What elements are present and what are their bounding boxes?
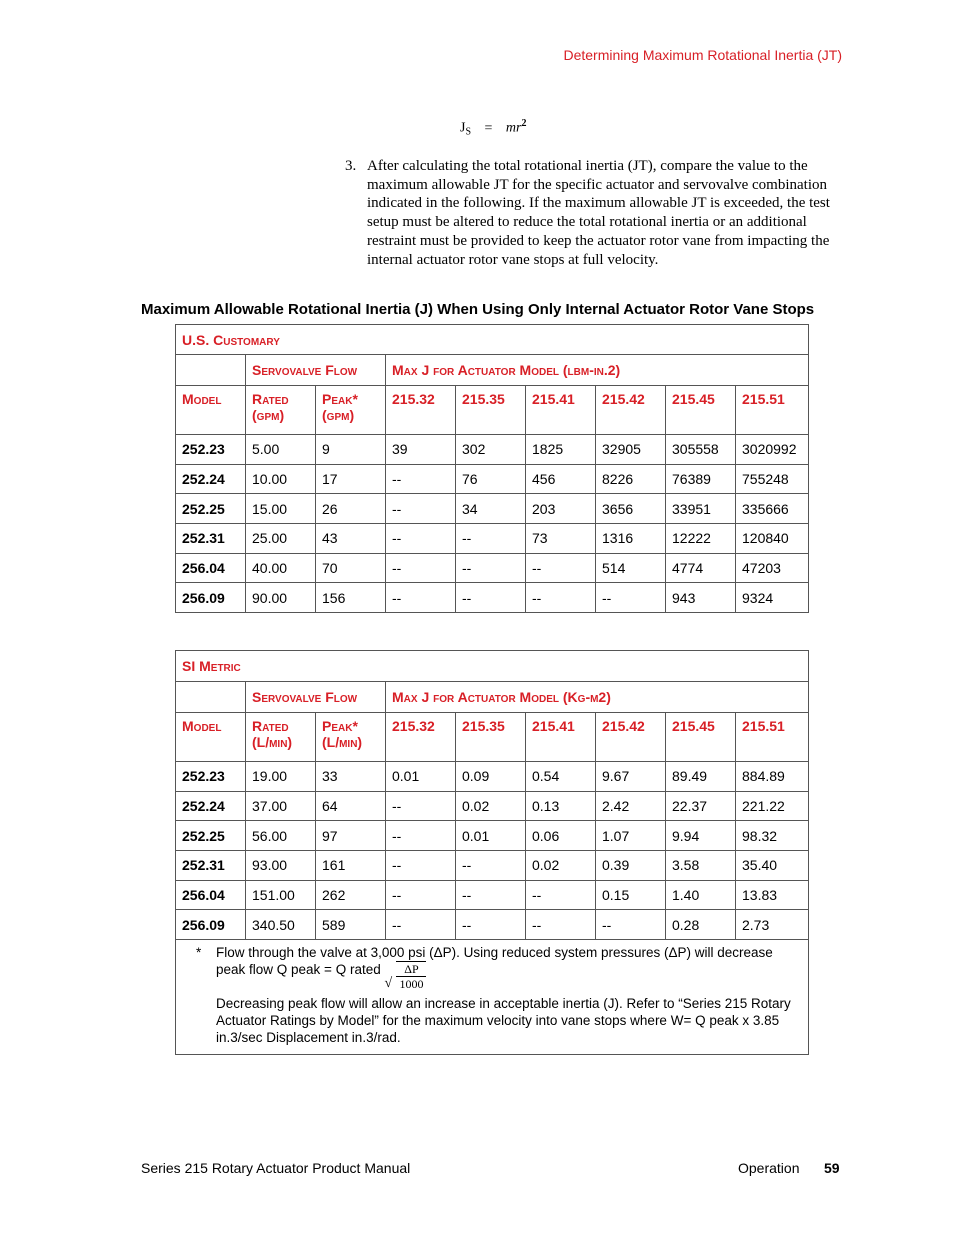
table-row: [176, 464, 809, 494]
si-col-model-215-51: 215.51: [736, 713, 809, 762]
sqrt-radical-icon: √: [384, 976, 393, 992]
step-3: [345, 157, 845, 269]
table-cell: --: [456, 851, 526, 881]
running-header: Determining Maximum Rotational Inertia (JT): [563, 47, 842, 63]
table-cell: 22.37: [666, 791, 736, 821]
table-row: [176, 910, 809, 940]
si-table-body: [176, 762, 809, 940]
table-cell: 5.00: [246, 435, 316, 465]
table-row: [176, 553, 809, 583]
table-cell: 56.00: [246, 821, 316, 851]
row-model-cell: 256.09: [176, 910, 246, 940]
row-model-cell: 252.25: [176, 821, 246, 851]
table-cell: --: [386, 791, 456, 821]
table-row: [176, 791, 809, 821]
table-cell: 12222: [666, 524, 736, 554]
table-cell: 340.50: [246, 910, 316, 940]
table-cell: 0.39: [596, 851, 666, 881]
footnote-paragraph-2: Decreasing peak flow will allow an increase in acceptable inertia (J). Refer to “Series 215 Rotary Actuator Ratings by Model” for the maximum velocity into vane stops where W= Q peak x 3.85 in.3/sec Displacement in.3/rad.: [216, 996, 791, 1046]
us-col-model: Model: [176, 386, 246, 435]
table-cell: 90.00: [246, 583, 316, 613]
table-cell: 2.42: [596, 791, 666, 821]
us-col-model-215-35: 215.35: [456, 386, 526, 435]
footnote-line1: Flow through the valve at 3,000 psi (ΔP). Using reduced system pressures (ΔP) will decrease peak flow Q peak = Q rated: [216, 945, 773, 978]
si-table-caption: SI Metric: [176, 651, 809, 682]
table-cell: 32905: [596, 435, 666, 465]
table-cell: 1825: [526, 435, 596, 465]
table-cell: 93.00: [246, 851, 316, 881]
table-cell: --: [456, 553, 526, 583]
table-cell: 15.00: [246, 494, 316, 524]
table-row: [176, 821, 809, 851]
table-cell: 40.00: [246, 553, 316, 583]
row-model-cell: 252.31: [176, 851, 246, 881]
table-cell: --: [386, 464, 456, 494]
step-text: After calculating the total rotational inertia (JT), compare the value to the maximum allowable JT for the specific actuator and servovalve combination indicated in the following. If the maximum allowable JT is exceeded, the test setup must be altered to reduce the total rotational inertia or an additional restraint must be provided to keep the actuator rotor vane from impacting the internal actuator rotor vane stops at full velocity.: [367, 158, 830, 268]
footer-manual-title: Series 215 Rotary Actuator Product Manual: [141, 1160, 411, 1176]
section-title: Maximum Allowable Rotational Inertia (J) When Using Only Internal Actuator Rotor Vane Stops: [141, 301, 815, 318]
table-cell: 3656: [596, 494, 666, 524]
table-cell: 156: [316, 583, 386, 613]
table-cell: --: [386, 880, 456, 910]
table-cell: 589: [316, 910, 386, 940]
us-col-model-215-45: 215.45: [666, 386, 736, 435]
us-col-rated: Rated (gpm): [246, 386, 316, 435]
si-col-peak: Peak* (L/min): [316, 713, 386, 762]
table-cell: 19.00: [246, 762, 316, 792]
table-cell: 2.73: [736, 910, 809, 940]
si-col-model-215-35: 215.35: [456, 713, 526, 762]
table-cell: 0.28: [666, 910, 736, 940]
table-cell: --: [386, 910, 456, 940]
table-cell: --: [386, 524, 456, 554]
table-row: [176, 435, 809, 465]
table-cell: 98.32: [736, 821, 809, 851]
si-col-model-215-45: 215.45: [666, 713, 736, 762]
table-cell: 13.83: [736, 880, 809, 910]
table-cell: --: [386, 851, 456, 881]
table-cell: --: [456, 880, 526, 910]
row-model-cell: 252.24: [176, 464, 246, 494]
table-cell: --: [526, 553, 596, 583]
equation-rhs-superscript: 2: [521, 118, 527, 129]
table-cell: --: [456, 910, 526, 940]
row-model-cell: 256.09: [176, 583, 246, 613]
sqrt-formula: [384, 961, 424, 992]
table-cell: 0.06: [526, 821, 596, 851]
footer-section: Operation: [738, 1160, 800, 1176]
table-cell: 76389: [666, 464, 736, 494]
sqrt-numerator: ΔP: [396, 962, 426, 977]
table-cell: 34: [456, 494, 526, 524]
table-cell: 943: [666, 583, 736, 613]
table-cell: 35.40: [736, 851, 809, 881]
table-cell: 514: [596, 553, 666, 583]
table-cell: 884.89: [736, 762, 809, 792]
row-model-cell: 256.04: [176, 880, 246, 910]
us-col-model-215-42: 215.42: [596, 386, 666, 435]
si-col-model-215-32: 215.32: [386, 713, 456, 762]
table-cell: 0.02: [456, 791, 526, 821]
table-cell: --: [526, 880, 596, 910]
us-table-caption: U.S. Customary: [176, 325, 809, 355]
table-cell: 0.13: [526, 791, 596, 821]
us-max-j-header: Max J for Actuator Model (lbm-in.2): [386, 355, 809, 386]
row-model-cell: 256.04: [176, 553, 246, 583]
row-model-cell: 252.23: [176, 762, 246, 792]
table-row: [176, 762, 809, 792]
table-cell: 39: [386, 435, 456, 465]
table-cell: 120840: [736, 524, 809, 554]
table-cell: 43: [316, 524, 386, 554]
table-cell: 17: [316, 464, 386, 494]
si-col-model-215-41: 215.41: [526, 713, 596, 762]
table-cell: 97: [316, 821, 386, 851]
table-cell: --: [596, 583, 666, 613]
si-col-rated: Rated (L/min): [246, 713, 316, 762]
table-cell: 0.02: [526, 851, 596, 881]
table-cell: 89.49: [666, 762, 736, 792]
si-col-model: Model: [176, 713, 246, 762]
sqrt-denominator: 1000: [399, 977, 424, 992]
us-col-model-215-32: 215.32: [386, 386, 456, 435]
table-cell: 151.00: [246, 880, 316, 910]
si-max-j-header: Max J for Actuator Model (Kg-m2): [386, 682, 809, 713]
si-metric-table: [175, 650, 809, 1055]
us-col-model-215-51: 215.51: [736, 386, 809, 435]
table-cell: 1.40: [666, 880, 736, 910]
table-cell: 25.00: [246, 524, 316, 554]
table-cell: --: [526, 910, 596, 940]
table-cell: 3.58: [666, 851, 736, 881]
table-cell: --: [526, 583, 596, 613]
footer-page-number: 59: [824, 1160, 840, 1176]
table-cell: 9: [316, 435, 386, 465]
footnote: [182, 940, 802, 1046]
table-cell: 0.54: [526, 762, 596, 792]
table-cell: 4774: [666, 553, 736, 583]
table-cell: 73: [526, 524, 596, 554]
table-cell: 26: [316, 494, 386, 524]
table-cell: 9.67: [596, 762, 666, 792]
step-number: 3.: [345, 158, 357, 174]
footnote-star: *: [196, 945, 202, 961]
equation-rhs: mr: [505, 120, 522, 136]
table-row: [176, 583, 809, 613]
row-model-cell: 252.23: [176, 435, 246, 465]
table-cell: 76: [456, 464, 526, 494]
table-cell: 203: [526, 494, 596, 524]
row-model-cell: 252.24: [176, 791, 246, 821]
us-customary-table: [175, 324, 809, 613]
table-row: [176, 851, 809, 881]
row-model-cell: 252.31: [176, 524, 246, 554]
table-cell: 8226: [596, 464, 666, 494]
us-servovalve-flow-header: Servovalve Flow: [246, 355, 386, 386]
table-cell: --: [386, 583, 456, 613]
table-cell: 221.22: [736, 791, 809, 821]
table-row: [176, 494, 809, 524]
inertia-equation: [460, 118, 526, 138]
table-cell: 33951: [666, 494, 736, 524]
table-cell: 0.09: [456, 762, 526, 792]
table-cell: --: [456, 524, 526, 554]
table-cell: 64: [316, 791, 386, 821]
table-cell: --: [596, 910, 666, 940]
us-table-body: [176, 435, 809, 613]
table-cell: 335666: [736, 494, 809, 524]
table-cell: 456: [526, 464, 596, 494]
table-cell: 755248: [736, 464, 809, 494]
equation-lhs-subscript: S: [465, 126, 472, 138]
si-servovalve-flow-header: Servovalve Flow: [246, 682, 386, 713]
si-empty-header: [176, 682, 246, 713]
table-row: [176, 524, 809, 554]
table-cell: --: [386, 494, 456, 524]
table-cell: 1316: [596, 524, 666, 554]
table-cell: --: [386, 821, 456, 851]
us-empty-header: [176, 355, 246, 386]
table-row: [176, 880, 809, 910]
table-cell: 70: [316, 553, 386, 583]
table-cell: --: [386, 553, 456, 583]
equation-lhs: J: [460, 120, 466, 136]
si-col-model-215-42: 215.42: [596, 713, 666, 762]
si-footnote-cell: [176, 940, 809, 1055]
us-col-model-215-41: 215.41: [526, 386, 596, 435]
row-model-cell: 252.25: [176, 494, 246, 524]
table-cell: 3020992: [736, 435, 809, 465]
table-cell: 10.00: [246, 464, 316, 494]
table-cell: 305558: [666, 435, 736, 465]
table-cell: 161: [316, 851, 386, 881]
table-cell: 0.15: [596, 880, 666, 910]
table-cell: 9324: [736, 583, 809, 613]
equation-equals: =: [484, 120, 493, 136]
table-cell: 1.07: [596, 821, 666, 851]
table-cell: 0.01: [456, 821, 526, 851]
table-cell: --: [456, 583, 526, 613]
us-col-peak: Peak* (gpm): [316, 386, 386, 435]
table-cell: 47203: [736, 553, 809, 583]
table-cell: 9.94: [666, 821, 736, 851]
table-cell: 33: [316, 762, 386, 792]
table-cell: 0.01: [386, 762, 456, 792]
table-cell: 302: [456, 435, 526, 465]
table-cell: 37.00: [246, 791, 316, 821]
table-cell: 262: [316, 880, 386, 910]
